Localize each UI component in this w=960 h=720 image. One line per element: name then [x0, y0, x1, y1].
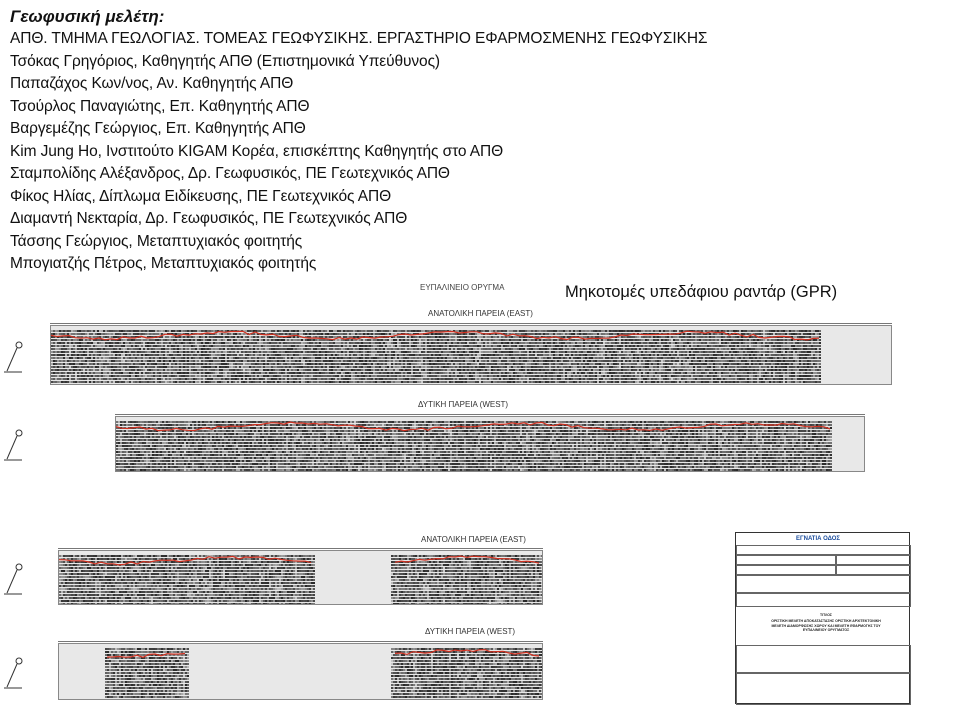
author-line: Τσόκας Γρηγόριος, Καθηγητής ΑΠΘ (Επιστημονικά Υπεύθυνος) [10, 52, 440, 70]
study-title: Γεωφυσική μελέτη: [10, 7, 165, 26]
gpr-profile-west-1 [115, 416, 865, 472]
author-line: Σταμπολίδης Αλέξανδρος, Δρ. Γεωφυσικός, ΠΕ Γεωτεχνικός ΑΠΘ [10, 165, 450, 182]
distance-ruler [50, 318, 892, 324]
gpr-profile-east-2 [58, 550, 543, 605]
author-line: Μπογιατζής Πέτρος, Μεταπτυχιακός φοιτητής [10, 255, 317, 272]
antenna-icon [2, 414, 32, 474]
profile-label-west: ΔΥΤΙΚΗ ΠΑΡΕΙΑ (WEST) [425, 627, 516, 636]
author-line: Βαργεμέζης Γεώργιος, Επ. Καθηγητής ΑΠΘ [10, 120, 306, 137]
profile-label-east: ΑΝΑΤΟΛΙΚΗ ΠΑΡΕΙΑ (EAST) [421, 535, 526, 544]
antenna-icon [2, 642, 32, 702]
title-block-body: ΟΡΙΣΤΙΚΗ ΜΕΛΕΤΗ ΑΠΟΚΑΤΑΣΤΑΣΗΣ ΟΡΙΣΤΙΚΗ ΑΡΧΙΤΕΚΤΟΝΙΚΗ ΜΕΛΕΤΗ ΔΙΑΜΟΡΦΩΣΗΣ ΧΩΡΟΥ ΚΑΙ ΜΕΛΕΤΗ ΕΦΑΡΜΟΓΗΣ ΤΟΥ ΕΥΠΑΛΙΝΕΙΟΥ ΟΡΥΓΜΑΤΟΣ [771, 619, 881, 632]
antenna-icon [2, 548, 32, 608]
drawing-title-block [735, 532, 910, 704]
figure-main-title: ΕΥΠΑΛΙΝΕΙΟ ΟΡΥΓΜΑ [420, 283, 505, 292]
egnatia-logo: ΕΓΝΑΤΙΑ ΟΔΟΣ [796, 536, 841, 542]
distance-ruler [115, 409, 865, 415]
author-line: Kim Jung Ho, Ινστιτούτο KIGAM Κορέα, επισκέπτης Καθηγητής στο ΑΠΘ [10, 142, 504, 160]
profile-label-east: ΑΝΑΤΟΛΙΚΗ ΠΑΡΕΙΑ (EAST) [428, 309, 533, 318]
antenna-icon [2, 326, 32, 386]
author-line: Διαμαντή Νεκταρία, Δρ. Γεωφυσικός, ΠΕ Γεωτεχνικός ΑΠΘ [10, 210, 408, 227]
gpr-profile-east-1 [50, 325, 892, 385]
profile-label-west: ΔΥΤΙΚΗ ΠΑΡΕΙΑ (WEST) [418, 400, 509, 409]
author-line: ΑΠΘ. ΤΜΗΜΑ ΓΕΩΛΟΓΙΑΣ. ΤΟΜΕΑΣ ΓΕΩΦΥΣΙΚΗΣ. ΕΡΓΑΣΤΗΡΙΟ ΕΦΑΡΜΟΣΜΕΝΗΣ ΓΕΩΦΥΣΙΚΗΣ [10, 30, 708, 47]
title-block-heading: ΤΙΤΛΟΣ [819, 613, 833, 617]
distance-ruler [58, 543, 543, 549]
author-line: Τάσσης Γεώργιος, Μεταπτυχιακός φοιτητής [10, 232, 303, 250]
gpr-profile-west-2 [58, 643, 543, 700]
distance-ruler [58, 636, 543, 642]
gpr-title: Μηκοτομές υπεδάφιου ραντάρ (GPR) [565, 283, 838, 301]
author-line: Παπαζάχος Κων/νος, Αν. Καθηγητής ΑΠΘ [10, 75, 294, 92]
authors-header [10, 6, 910, 276]
author-line: Φίκος Ηλίας, Δίπλωμα Ειδίκευσης, ΠΕ Γεωτεχνικός ΑΠΘ [10, 187, 392, 205]
author-line: Τσούρλος Παναγιώτης, Επ. Καθηγητής ΑΠΘ [10, 97, 310, 115]
